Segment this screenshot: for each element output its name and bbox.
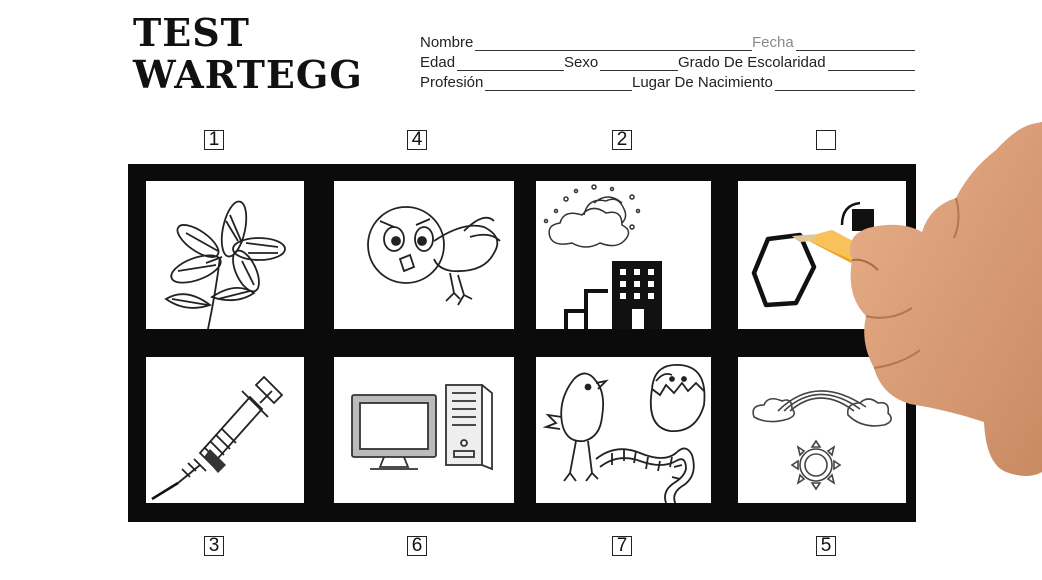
hand-with-pencil	[770, 110, 1042, 580]
label-fecha: Fecha	[752, 34, 794, 51]
bird-drawing	[334, 181, 514, 329]
hand-skin	[850, 122, 1042, 476]
order-box-top-3[interactable]: 2	[612, 130, 632, 150]
flower-drawing	[146, 181, 304, 329]
title-line-2: WARTEGG	[133, 52, 363, 97]
syringe-drawing	[146, 357, 304, 503]
label-edad: Edad	[420, 54, 456, 71]
field-line	[420, 70, 915, 71]
order-box-bottom-4[interactable]: 5	[816, 536, 836, 556]
order-box-bottom-3[interactable]: 7	[612, 536, 632, 556]
drawing-box-5[interactable]	[146, 357, 304, 503]
drawing-box-1[interactable]	[146, 181, 304, 329]
form-row-nombre	[420, 33, 915, 53]
order-box-bottom-1[interactable]: 3	[204, 536, 224, 556]
order-box-top-2[interactable]: 4	[407, 130, 427, 150]
label-nombre: Nombre	[420, 34, 474, 51]
drawing-box-6[interactable]	[334, 357, 514, 503]
form-row-edad	[420, 53, 915, 73]
test-title	[133, 12, 363, 96]
title-line-1: TEST	[133, 10, 250, 55]
label-profesion: Profesión	[420, 74, 484, 91]
label-lugar: Lugar De Nacimiento	[632, 74, 773, 91]
drawing-box-7[interactable]	[536, 357, 711, 503]
drawing-box-2[interactable]	[334, 181, 514, 329]
label-sexo: Sexo	[564, 54, 599, 71]
personal-data-form	[420, 33, 915, 93]
label-grado: Grado De Escolaridad	[678, 54, 826, 71]
city-cloud-drawing	[536, 181, 711, 329]
order-box-bottom-2[interactable]: 6	[407, 536, 427, 556]
form-row-profesion	[420, 73, 915, 93]
order-box-top-1[interactable]: 1	[204, 130, 224, 150]
chick-worm-egg-drawing	[536, 357, 711, 503]
drawing-box-3[interactable]	[536, 181, 711, 329]
field-line	[420, 50, 915, 51]
computer-drawing	[334, 357, 514, 503]
